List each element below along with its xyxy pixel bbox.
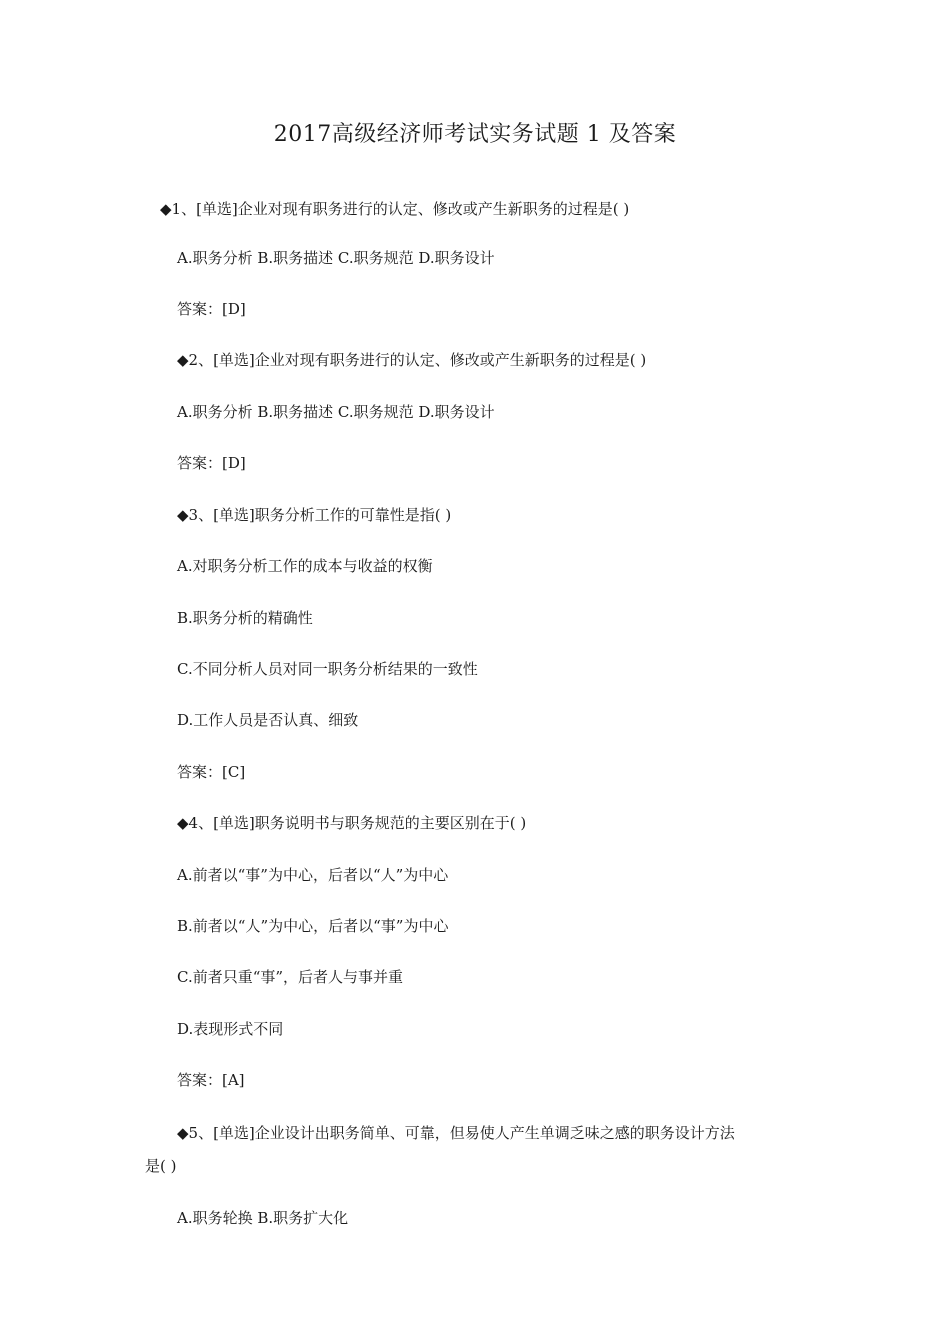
question-1-stem: ◆1、[单选]企业对现有职务进行的认定、修改或产生新职务的过程是( )	[160, 200, 630, 218]
question-5-stem: ◆5、[单选]企业设计出职务简单、可靠，但易使人产生单调乏味之感的职务设计方法	[177, 1124, 735, 1142]
question-5-stem-continued: 是( )	[145, 1157, 177, 1175]
question-4-stem: ◆4、[单选]职务说明书与职务规范的主要区别在于( )	[177, 814, 527, 832]
question-4-option-b: B.前者以“人”为中心，后者以“事”为中心	[177, 917, 449, 935]
question-2-answer: 答案：[D]	[177, 454, 246, 472]
question-1-answer: 答案：[D]	[177, 300, 246, 318]
document-title: 2017高级经济师考试实务试题 1 及答案	[273, 122, 677, 147]
question-4-option-a: A.前者以“事”为中心，后者以“人”为中心	[177, 866, 449, 884]
question-2-options: A.职务分析 B.职务描述 C.职务规范 D.职务设计	[177, 403, 495, 421]
question-3-option-c: C.不同分析人员对同一职务分析结果的一致性	[177, 660, 478, 678]
question-1-options: A.职务分析 B.职务描述 C.职务规范 D.职务设计	[177, 249, 495, 267]
question-4-option-d: D.表现形式不同	[177, 1020, 284, 1038]
question-3-option-a: A.对职务分析工作的成本与收益的权衡	[177, 557, 433, 575]
question-2-stem: ◆2、[单选]企业对现有职务进行的认定、修改或产生新职务的过程是( )	[177, 351, 647, 369]
question-3-option-b: B.职务分析的精确性	[177, 609, 313, 627]
question-3-answer: 答案：[C]	[177, 763, 246, 781]
question-4-option-c: C.前者只重“事”，后者人与事并重	[177, 968, 404, 986]
question-3-option-d: D.工作人员是否认真、细致	[177, 711, 359, 729]
question-4-answer: 答案：[A]	[177, 1071, 245, 1089]
question-5-options: A.职务轮换 B.职务扩大化	[177, 1209, 349, 1227]
question-3-stem: ◆3、[单选]职务分析工作的可靠性是指( )	[177, 506, 452, 524]
